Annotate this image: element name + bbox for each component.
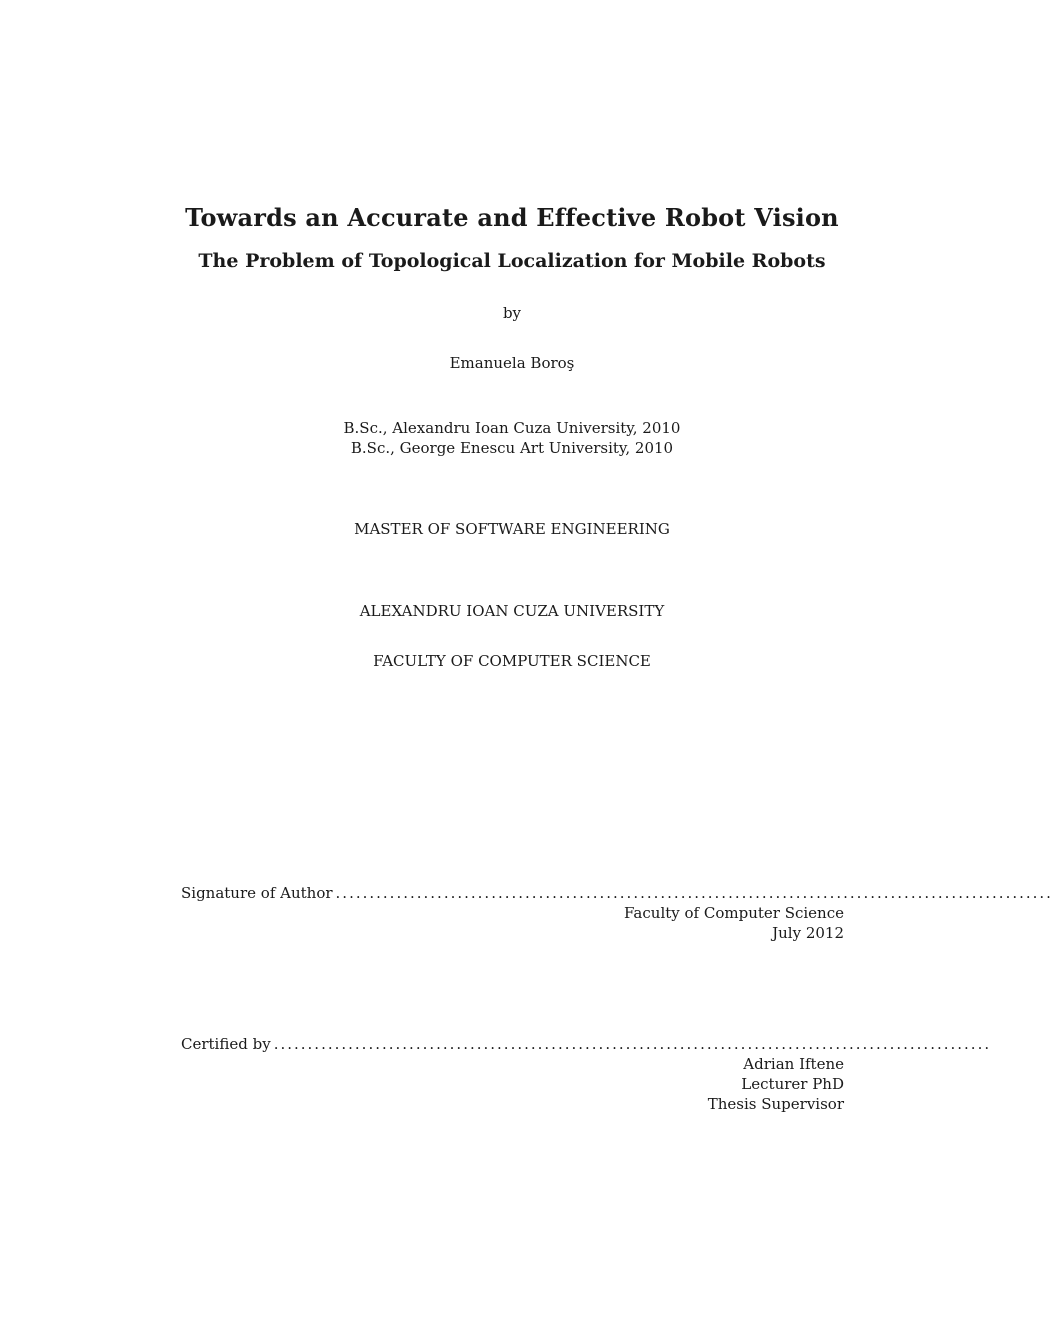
author-signature-block	[181, 884, 1053, 944]
signature-dots: ..........................................................................................................	[335, 884, 1053, 902]
degree-line-2: B.Sc., George Enescu Art University, 2010	[350, 439, 674, 457]
supervisor-name: Adrian Iftene	[743, 1055, 844, 1073]
supervisor-role: Thesis Supervisor	[707, 1095, 844, 1113]
by-text: by	[502, 304, 522, 322]
university-name: ALEXANDRU IOAN CUZA UNIVERSITY	[359, 602, 665, 620]
signature-dots: ..........................................................................................................	[273, 1035, 992, 1053]
author-name: Emanuela Boroş	[449, 354, 575, 372]
author-signature-label: Signature of Author	[181, 884, 333, 902]
certified-label: Certified by	[181, 1035, 271, 1053]
certified-line	[181, 1035, 992, 1055]
certified-block	[181, 1035, 992, 1115]
author-faculty: Faculty of Computer Science	[624, 904, 844, 922]
degree-line-1: B.Sc., Alexandru Ioan Cuza University, 2010	[343, 419, 681, 437]
thesis-subtitle: The Problem of Topological Localization for Mobile Robots	[198, 250, 826, 272]
program-name: MASTER OF SOFTWARE ENGINEERING	[354, 520, 670, 538]
author-signature-line	[181, 884, 1053, 904]
supervisor-title: Lecturer PhD	[741, 1075, 844, 1093]
author-date: July 2012	[772, 924, 844, 942]
faculty-name: FACULTY OF COMPUTER SCIENCE	[373, 652, 651, 670]
thesis-title: Towards an Accurate and Effective Robot Vision	[185, 203, 839, 232]
